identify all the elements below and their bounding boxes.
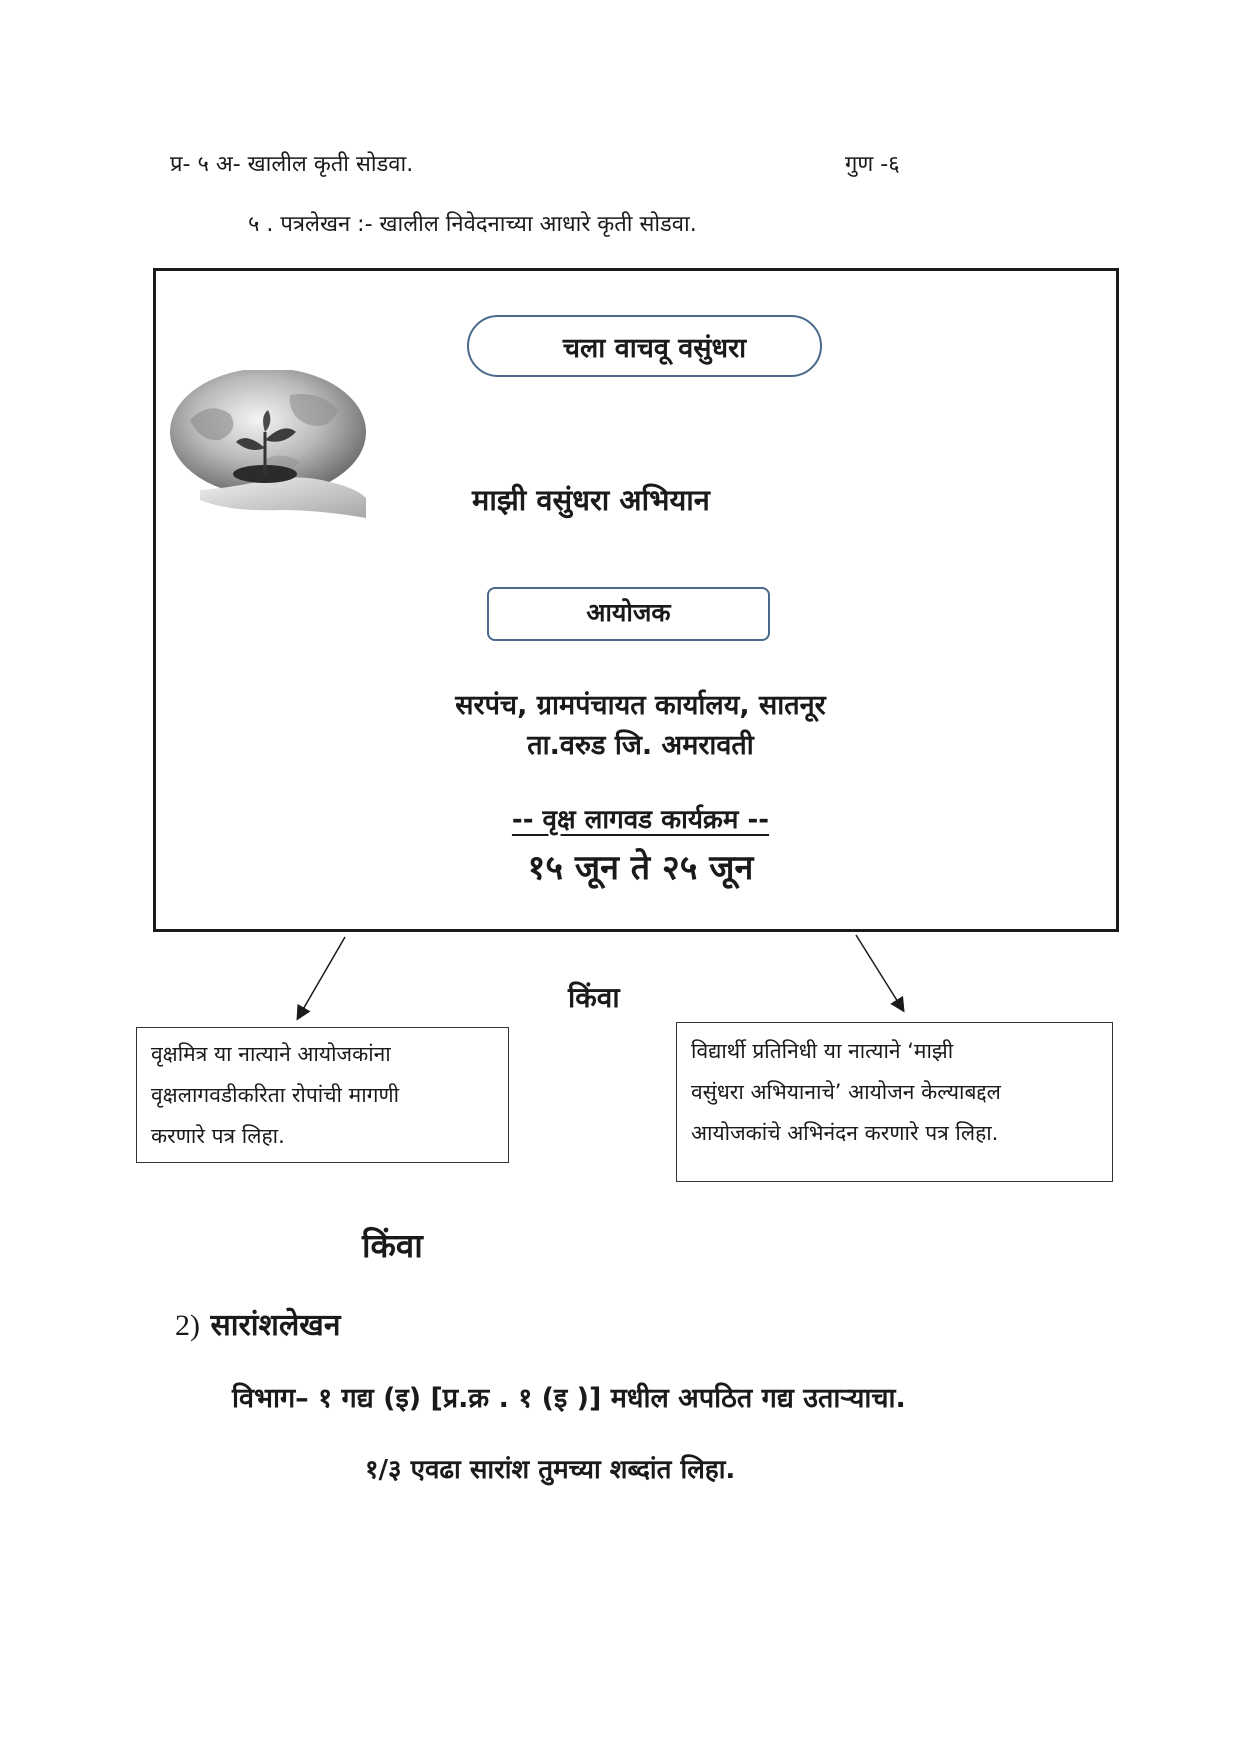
slogan-text: चला वाचवू वसुंधरा <box>562 332 747 364</box>
organizer-line-1: सरपंच, ग्रामपंचायत कार्यालय, सातनूर <box>455 690 826 721</box>
or-label-2: किंवा <box>362 1226 423 1265</box>
program-title: -- वृक्ष लागवड कार्यक्रम -- <box>511 805 770 835</box>
sub-question-label: ५ . पत्रलेखन :- खालील निवेदनाच्या आधारे कृती सोडवा. <box>248 212 697 237</box>
summary-instruction-1: विभाग– १ गद्य (इ) [प्र.क्र . १ (इ )] मधील अपठित गद्य उताऱ्याचा. <box>232 1383 906 1414</box>
question-label: प्र- ५ अ- खालील कृती सोडवा. <box>170 152 414 177</box>
task-left-line: वृक्षमित्र या नात्याने आयोजकांना <box>151 1042 391 1066</box>
organizer-line-2: ता.वरुड जि. अमरावती <box>527 730 754 761</box>
campaign-title: माझी वसुंधरा अभियान <box>472 483 710 517</box>
task-right-line: आयोजकांचे अभिनंदन करणारे पत्र लिहा. <box>691 1121 999 1145</box>
organizer-label: आयोजक <box>586 598 671 627</box>
task-left-line: करणारे पत्र लिहा. <box>151 1124 285 1148</box>
program-dates: १५ जून ते २५ जून <box>527 848 754 888</box>
summary-title: सारांशलेखन <box>210 1308 341 1343</box>
task-left-line: वृक्षलागवडीकरिता रोपांची मागणी <box>151 1083 400 1107</box>
task-right-line: विद्यार्थी प्रतिनिधी या नात्याने ‘माझी <box>691 1039 954 1063</box>
summary-instruction-2: १/३ एवढा सारांश तुमच्या शब्दांत लिहा. <box>365 1455 736 1485</box>
arrow-right <box>856 935 903 1010</box>
arrow-left <box>298 937 345 1018</box>
task-box-right <box>676 1022 1113 1182</box>
or-label: किंवा <box>568 981 620 1014</box>
summary-number: 2) <box>175 1309 200 1342</box>
summary-heading <box>175 1303 340 1344</box>
marks-label: गुण -६ <box>845 152 900 177</box>
task-right-line: वसुंधरा अभियानाचे’ आयोजन केल्याबद्दल <box>691 1080 1001 1104</box>
task-box-left <box>136 1027 509 1163</box>
